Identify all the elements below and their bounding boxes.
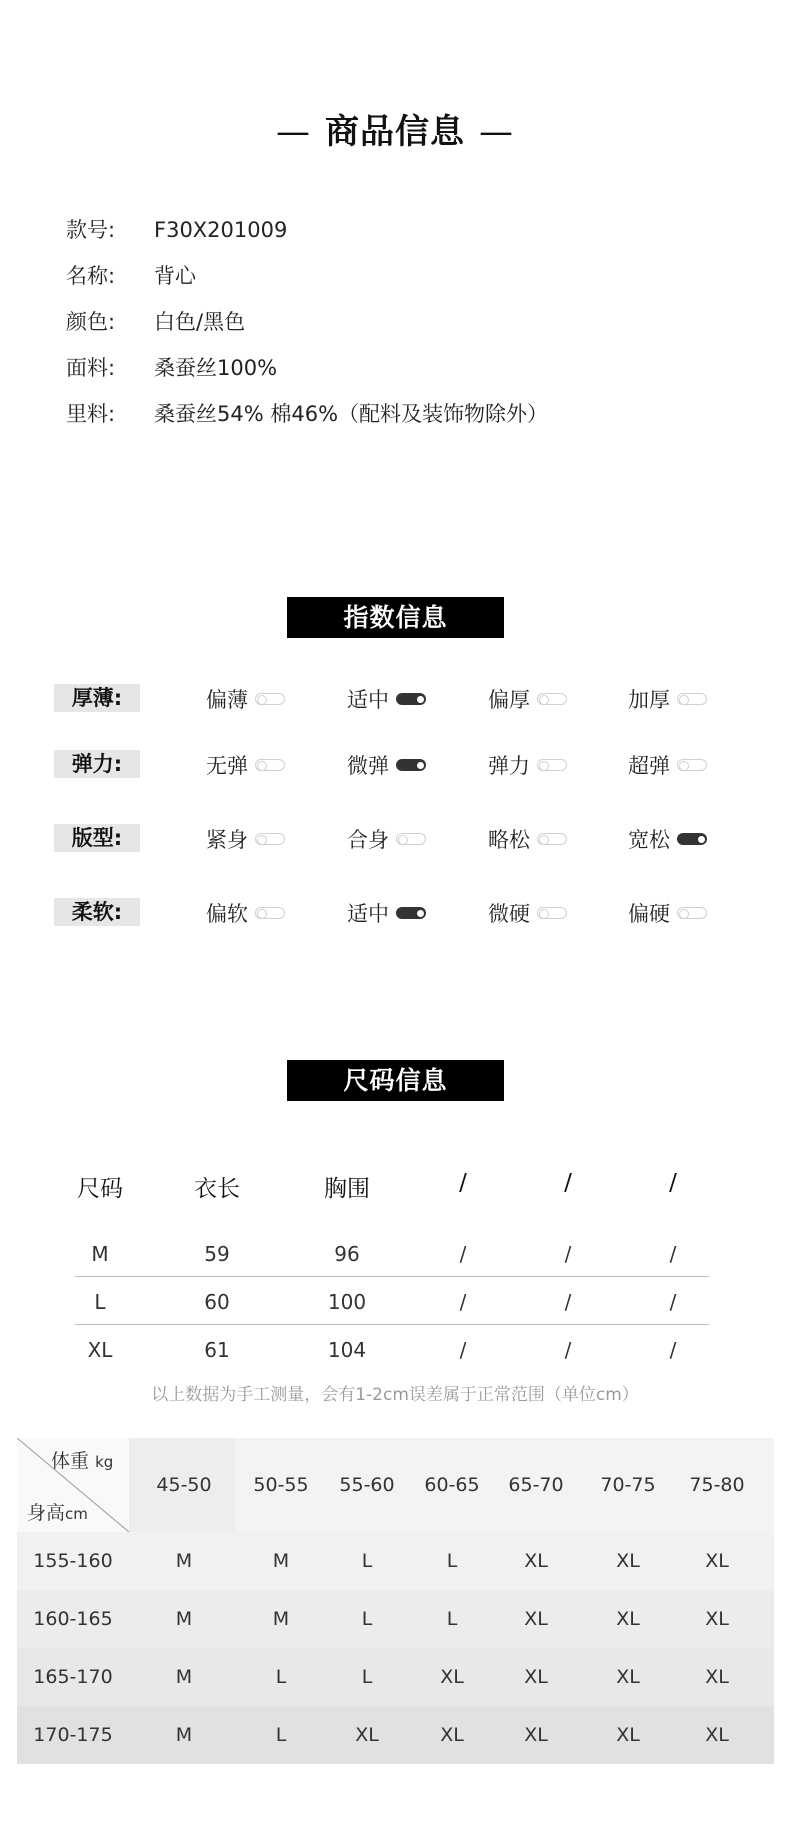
index-row-label: 版型: (54, 824, 140, 852)
info-value: F30X201009 (154, 218, 288, 242)
index-option-label: 合身 (347, 828, 389, 852)
size-cell: / (564, 1242, 572, 1266)
corner-height (27, 1498, 88, 1525)
recommended-size-cell: L (275, 1666, 287, 1688)
corner-weight (51, 1446, 113, 1473)
index-option-label: 适中 (347, 902, 389, 926)
weight-range-header: 60-65 (424, 1474, 480, 1496)
index-option (628, 750, 707, 780)
recommended-size-cell: M (272, 1550, 290, 1572)
index-option (206, 684, 285, 714)
toggle-on-icon (677, 833, 707, 845)
toggle-off-icon (537, 693, 567, 705)
size-header-cell: / (669, 1170, 677, 1196)
index-option (628, 898, 707, 928)
recommended-size-cell: M (175, 1608, 193, 1630)
recommended-size-cell: XL (705, 1724, 729, 1746)
index-option-label: 偏软 (206, 902, 248, 926)
info-label: 款号: (66, 218, 116, 242)
size-header-cell: 衣长 (194, 1176, 240, 1202)
height-label: 身高 (27, 1502, 66, 1524)
weight-range-header: 75-80 (689, 1474, 745, 1496)
index-option-label: 偏薄 (206, 688, 248, 712)
index-option (488, 684, 567, 714)
toggle-off-icon (677, 759, 707, 771)
recommended-size-cell: XL (524, 1608, 548, 1630)
size-cell: 61 (204, 1338, 230, 1362)
info-value: 背心 (154, 264, 196, 288)
size-cell: / (564, 1338, 572, 1362)
index-option-label: 微弹 (347, 754, 389, 778)
size-header-cell: 尺码 (77, 1176, 123, 1202)
size-cell: 96 (334, 1242, 360, 1266)
size-cell: / (564, 1290, 572, 1314)
recommended-size-cell: L (361, 1550, 373, 1572)
weight-range-header: 45-50 (156, 1474, 212, 1496)
index-option-label: 略松 (488, 828, 530, 852)
recommended-size-cell: XL (705, 1666, 729, 1688)
index-option (628, 824, 707, 854)
index-option (347, 684, 426, 714)
index-option-label: 加厚 (628, 688, 670, 712)
info-value: 桑蚕丝100% (154, 356, 278, 380)
size-cell: M (91, 1242, 109, 1266)
info-row-name (66, 260, 196, 290)
index-option-label: 紧身 (206, 828, 248, 852)
size-row-divider (75, 1324, 709, 1325)
index-option (347, 824, 426, 854)
info-label: 名称: (66, 264, 116, 288)
info-label: 里料: (66, 402, 116, 426)
size-banner: 尺码信息 (287, 1060, 504, 1101)
size-note: 以上数据为手工测量，会有1-2cm误差属于正常范围（单位cm） (151, 1385, 639, 1405)
toggle-off-icon (255, 833, 285, 845)
size-cell: 104 (327, 1338, 367, 1362)
size-cell: / (669, 1290, 677, 1314)
size-cell: XL (87, 1338, 113, 1362)
size-cell: / (459, 1290, 467, 1314)
size-header-cell: / (564, 1170, 572, 1196)
index-row-label: 柔软: (54, 898, 140, 926)
index-option (206, 824, 285, 854)
index-option (488, 750, 567, 780)
index-option (347, 750, 426, 780)
index-option-label: 无弹 (206, 754, 248, 778)
weight-range-header: 55-60 (339, 1474, 395, 1496)
recommended-size-cell: XL (705, 1608, 729, 1630)
index-option-label: 微硬 (488, 902, 530, 926)
recommended-size-cell: L (361, 1608, 373, 1630)
index-option (206, 898, 285, 928)
recommended-size-cell: XL (616, 1666, 640, 1688)
toggle-off-icon (255, 759, 285, 771)
info-row-fabric (66, 352, 277, 382)
info-row-lining (66, 398, 548, 428)
size-header-cell: / (459, 1170, 467, 1196)
toggle-off-icon (677, 907, 707, 919)
index-option (206, 750, 285, 780)
info-row-color (66, 306, 245, 336)
weight-range-header: 70-75 (600, 1474, 656, 1496)
title-dash-left: — (276, 112, 311, 152)
size-cell: / (459, 1242, 467, 1266)
size-header-cell: 胸围 (324, 1176, 370, 1202)
index-option-label: 偏硬 (628, 902, 670, 926)
height-range-cell: 170-175 (33, 1724, 113, 1746)
recommended-size-cell: XL (440, 1666, 464, 1688)
recommended-size-cell: XL (705, 1550, 729, 1572)
recommended-size-cell: M (175, 1550, 193, 1572)
index-option-label: 弹力 (488, 754, 530, 778)
recommended-size-cell: L (446, 1550, 458, 1572)
toggle-off-icon (677, 693, 707, 705)
info-value: 白色/黑色 (154, 310, 246, 334)
weight-unit: kg (95, 1453, 114, 1471)
recommended-size-cell: XL (616, 1608, 640, 1630)
recommended-size-cell: L (275, 1724, 287, 1746)
index-option (347, 898, 426, 928)
recommended-size-cell: M (272, 1608, 290, 1630)
height-unit: cm (65, 1505, 88, 1523)
size-cell: 60 (204, 1290, 230, 1314)
index-banner: 指数信息 (287, 597, 504, 638)
recommended-size-cell: XL (616, 1724, 640, 1746)
weight-label: 体重 (51, 1450, 90, 1472)
recommended-size-cell: M (175, 1724, 193, 1746)
recommended-size-cell: XL (355, 1724, 379, 1746)
weight-range-header: 65-70 (508, 1474, 564, 1496)
recommended-size-cell: M (175, 1666, 193, 1688)
toggle-on-icon (396, 759, 426, 771)
recommended-size-cell: XL (524, 1666, 548, 1688)
height-range-cell: 155-160 (33, 1550, 113, 1572)
toggle-off-icon (537, 833, 567, 845)
recommended-size-cell: XL (440, 1724, 464, 1746)
toggle-off-icon (255, 693, 285, 705)
info-value: 桑蚕丝54% 棉46%（配料及装饰物除外） (154, 402, 549, 426)
weight-range-header: 50-55 (253, 1474, 309, 1496)
product-title-text: 商品信息 (325, 112, 465, 152)
index-row-label: 弹力: (54, 750, 140, 778)
size-cell: 100 (327, 1290, 367, 1314)
size-cell: / (669, 1338, 677, 1362)
info-label: 颜色: (66, 310, 116, 334)
title-dash-right: — (479, 112, 514, 152)
toggle-off-icon (255, 907, 285, 919)
toggle-off-icon (396, 833, 426, 845)
recommended-size-cell: XL (524, 1724, 548, 1746)
recommended-size-cell: L (446, 1608, 458, 1630)
toggle-off-icon (537, 759, 567, 771)
index-option-label: 宽松 (628, 828, 670, 852)
recommended-size-cell: XL (524, 1550, 548, 1572)
index-option (628, 684, 707, 714)
index-option (488, 824, 567, 854)
height-range-cell: 160-165 (33, 1608, 113, 1630)
index-option (488, 898, 567, 928)
toggle-off-icon (537, 907, 567, 919)
size-cell: / (669, 1242, 677, 1266)
size-row-divider (75, 1276, 709, 1277)
height-range-cell: 165-170 (33, 1666, 113, 1688)
product-title (0, 104, 790, 153)
size-recommend-grid (17, 1438, 774, 1765)
size-cell: 59 (204, 1242, 230, 1266)
recommended-size-cell: L (361, 1666, 373, 1688)
toggle-on-icon (396, 693, 426, 705)
recommended-size-cell: XL (616, 1550, 640, 1572)
index-option-label: 超弹 (628, 754, 670, 778)
toggle-on-icon (396, 907, 426, 919)
info-label: 面料: (66, 356, 116, 380)
index-option-label: 适中 (347, 688, 389, 712)
info-row-style-number (66, 214, 287, 244)
grid-corner-cell (17, 1438, 129, 1532)
size-cell: / (459, 1338, 467, 1362)
index-row-label: 厚薄: (54, 684, 140, 712)
size-cell: L (94, 1290, 106, 1314)
index-option-label: 偏厚 (488, 688, 530, 712)
